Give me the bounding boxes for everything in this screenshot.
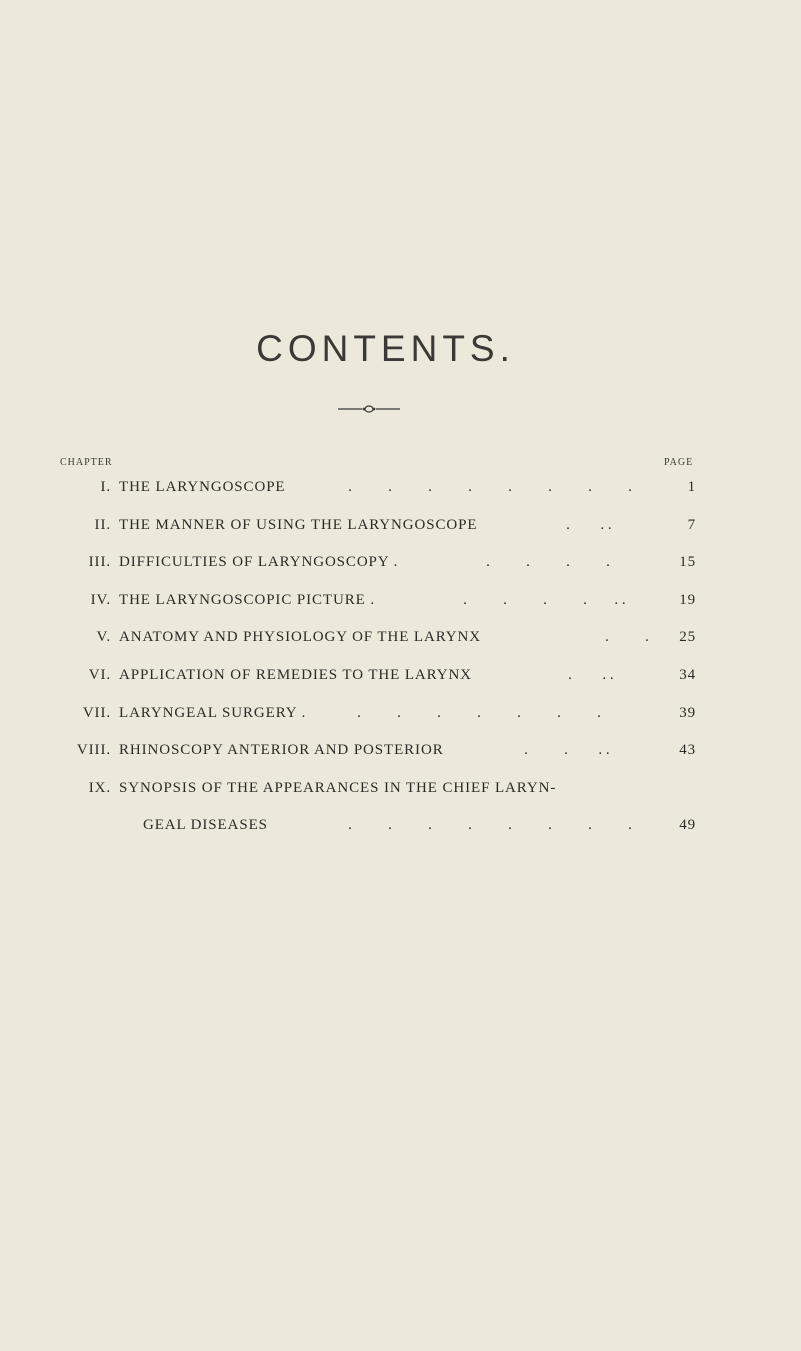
page-number: 34 — [679, 666, 696, 683]
page-number: 19 — [679, 591, 696, 608]
chapter-column-header: CHAPTER — [60, 457, 113, 468]
toc-entry — [0, 517, 801, 555]
dot-leader: . . . . . . . . — [348, 479, 632, 495]
toc-entry — [0, 629, 801, 667]
dot-leader: . . . — [566, 516, 612, 533]
toc-entry — [0, 780, 801, 855]
dot-leader: . . — [605, 629, 649, 646]
page-number: 7 — [687, 516, 696, 533]
page-number: 25 — [679, 629, 696, 646]
chapter-title: LARYNGEAL SURGERY . — [119, 704, 307, 721]
page-column-header: PAGE — [664, 457, 694, 468]
chapter-title: THE LARYNGOSCOPIC PICTURE . — [119, 591, 375, 608]
chapter-title: THE LARYNGOSCOPE — [119, 479, 286, 495]
page-number: 15 — [679, 554, 696, 571]
chapter-number: III. — [88, 554, 111, 571]
page-number: 39 — [679, 704, 696, 721]
chapter-number: I. — [100, 479, 111, 495]
chapter-title: RHINOSCOPY ANTERIOR AND POSTERIOR — [119, 742, 444, 759]
page-number: 43 — [679, 742, 696, 759]
chapter-title: ANATOMY AND PHYSIOLOGY OF THE LARYNX — [119, 629, 482, 646]
dot-leader: . . . — [568, 666, 614, 683]
chapter-number: IX. — [88, 779, 111, 796]
page-number: 49 — [679, 817, 696, 834]
dot-leader: . . . . . . — [463, 591, 626, 608]
dot-leader: . . . . — [486, 554, 610, 571]
chapter-number: V. — [96, 629, 111, 646]
page-number: 1 — [687, 479, 696, 495]
toc-entry — [0, 479, 801, 517]
toc-entry — [0, 554, 801, 592]
chapter-number: VII. — [82, 704, 111, 721]
toc-entry — [0, 592, 801, 630]
chapter-title: DIFFICULTIES OF LARYNGOSCOPY . — [119, 554, 399, 571]
chapter-title: SYNOPSIS OF THE APPEARANCES IN THE CHIEF LARYN- — [119, 779, 557, 796]
toc-entry — [0, 705, 801, 743]
chapter-number: IV. — [90, 591, 111, 608]
chapter-number: II. — [94, 516, 111, 533]
toc-entry — [0, 667, 801, 705]
table-of-contents — [0, 479, 801, 855]
chapter-number: VI. — [88, 666, 111, 683]
chapter-title: APPLICATION OF REMEDIES TO THE LARYNX — [119, 666, 472, 683]
chapter-title-continuation: GEAL DISEASES — [143, 817, 268, 834]
chapter-title: THE MANNER OF USING THE LARYNGOSCOPE — [119, 516, 478, 533]
toc-entry — [0, 742, 801, 780]
chapter-number: VIII. — [76, 742, 111, 759]
dot-leader: . . . . . . . . — [348, 817, 632, 834]
dot-leader: . . . . . . . — [357, 704, 601, 721]
dot-leader: . . . . — [524, 742, 610, 759]
page-title: CONTENTS. — [256, 328, 515, 369]
divider-ornament — [338, 405, 400, 413]
